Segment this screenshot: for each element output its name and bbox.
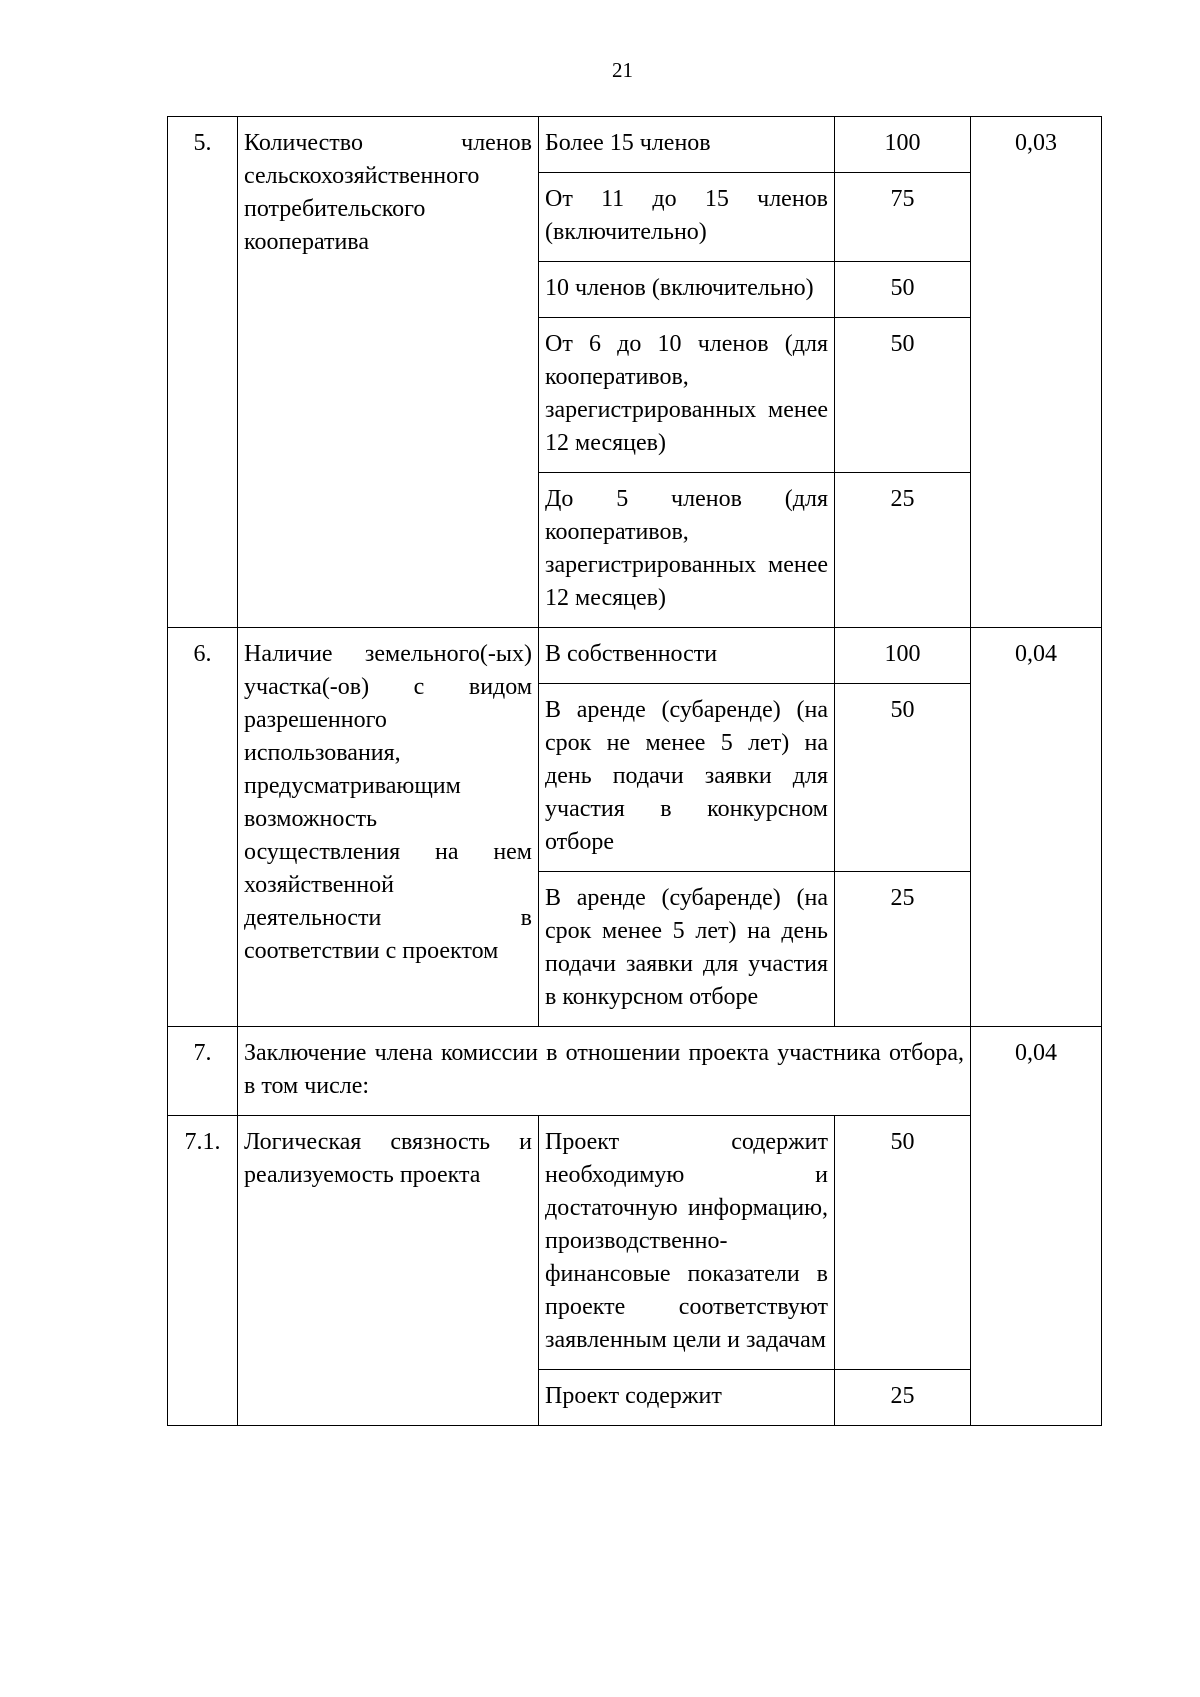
criterion-cell: Наличие земельного(-ых) участка(-ов) с видом разрешенного использования, предусматривающим возможность осуществления на нем хозяйственной деятельности в соответствии с проектом [238, 628, 539, 1027]
points-cell: 100 [835, 117, 971, 173]
points-cell: 25 [835, 473, 971, 628]
option-cell: В аренде (субаренде) (на срок не менее 5 лет) на день подачи заявки для участия в конкурсном отборе [539, 684, 835, 872]
option-cell: От 11 до 15 членов (включительно) [539, 173, 835, 262]
option-cell: В собственности [539, 628, 835, 684]
criterion-cell: Логическая связность и реализуемость проекта [238, 1116, 539, 1426]
points-cell: 50 [835, 684, 971, 872]
points-cell: 100 [835, 628, 971, 684]
page-number: 21 [612, 58, 633, 82]
row-number: 6. [168, 628, 238, 1027]
option-cell: В аренде (субаренде) (на срок менее 5 лет) на день подачи заявки для участия в конкурсном отборе [539, 872, 835, 1027]
points-cell: 50 [835, 1116, 971, 1370]
table-row [168, 1027, 1102, 1116]
table-row [168, 628, 1102, 684]
criterion-cell: Количество членов сельскохозяйственного потребительского кооператива [238, 117, 539, 628]
criterion-cell: Заключение члена комиссии в отношении проекта участника отбора, в том числе: [238, 1027, 971, 1116]
row-number: 7.1. [168, 1116, 238, 1426]
points-cell: 25 [835, 1370, 971, 1426]
row-number: 5. [168, 117, 238, 628]
option-cell: 10 членов (включительно) [539, 262, 835, 318]
points-cell: 25 [835, 872, 971, 1027]
option-cell: До 5 членов (для кооперативов, зарегистрированных менее 12 месяцев) [539, 473, 835, 628]
evaluation-criteria-table [167, 116, 1102, 1426]
option-cell: Более 15 членов [539, 117, 835, 173]
table-row [168, 117, 1102, 173]
points-cell: 50 [835, 262, 971, 318]
table-row [168, 1116, 1102, 1370]
option-cell: Проект содержит [539, 1370, 835, 1426]
weight-cell: 0,04 [971, 628, 1102, 1027]
row-number: 7. [168, 1027, 238, 1116]
points-cell: 75 [835, 173, 971, 262]
weight-cell: 0,03 [971, 117, 1102, 628]
option-cell: От 6 до 10 членов (для кооперативов, зарегистрированных менее 12 месяцев) [539, 318, 835, 473]
points-cell: 50 [835, 318, 971, 473]
option-cell: Проект содержит необходимую и достаточную информацию, производственно-финансовые показатели в проекте соответствуют заявленным цели и задачам [539, 1116, 835, 1370]
weight-cell: 0,04 [971, 1027, 1102, 1426]
